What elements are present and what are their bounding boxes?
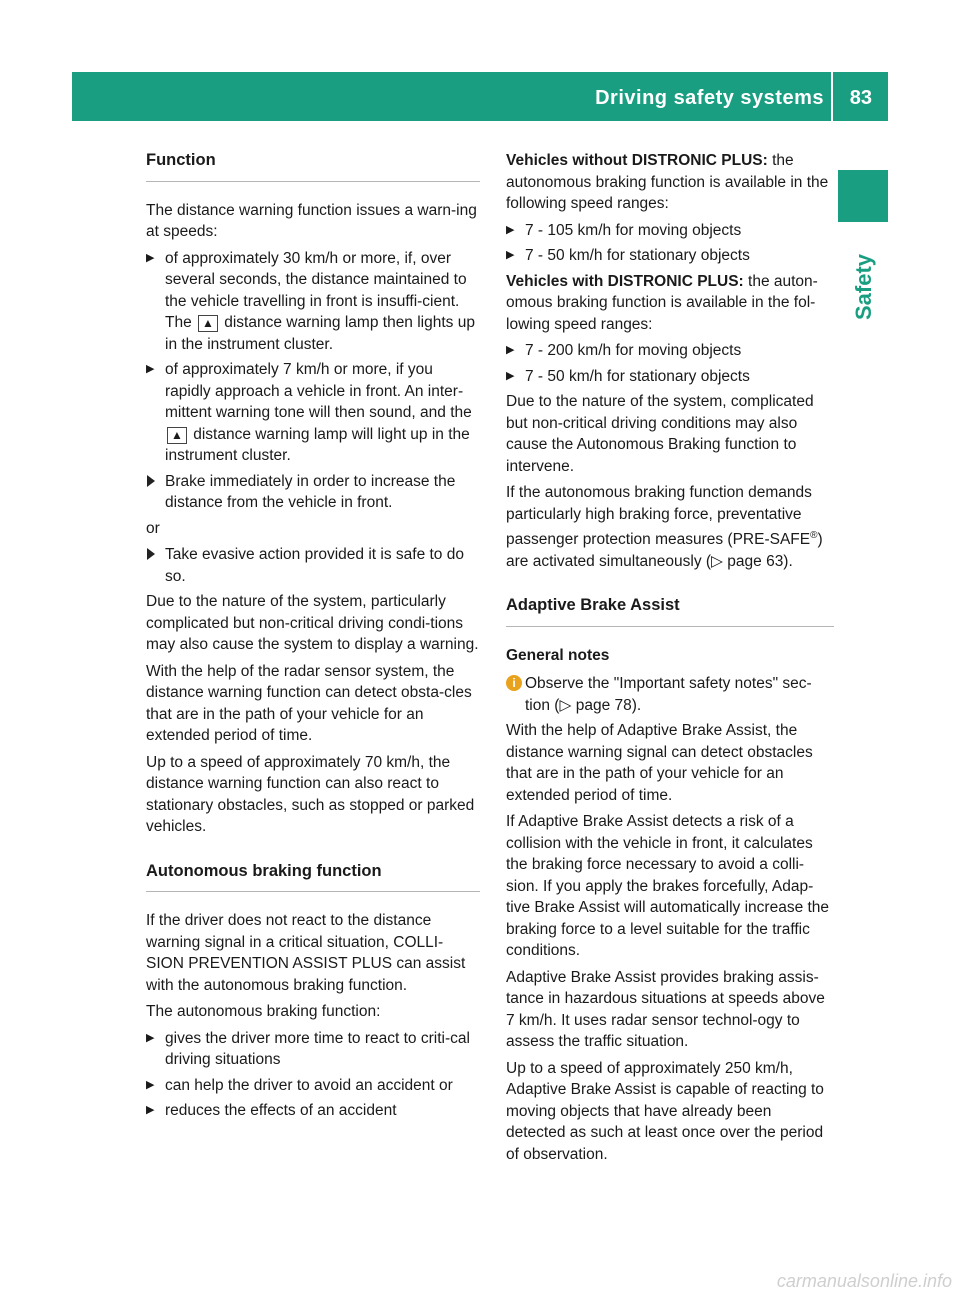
bullet-marker: ▶ — [506, 344, 515, 356]
page-number: 83 — [849, 87, 872, 109]
paragraph: If Adaptive Brake Assist detects a risk of a collision with the vehicle in front, it calculates the braking force necessary to avoid a colli-sion. If you apply the brakes forcefully, Adap-tive Brake Assist will automatically increase the braking force to a level suitable for the traffic conditions. — [506, 813, 830, 960]
header-bar — [72, 72, 888, 121]
list-item-text: of approximately 7 km/h or more, if you rapidly approach a vehicle in front. An inter-mittent warning tone will then sound, and the — [165, 361, 472, 421]
list-item — [506, 220, 834, 242]
bullet-marker: ▶ — [146, 251, 155, 264]
paragraph-text: the autonomous braking function is available in the following speed ranges: — [506, 152, 829, 212]
bullet-marker: ▶ — [506, 369, 515, 382]
bullet-marker: ▶ — [146, 1031, 155, 1044]
bullet-marker: ▶ — [146, 363, 155, 375]
watermark: carmanualsonline.info — [776, 1271, 952, 1291]
action-arrow-icon — [147, 548, 155, 560]
paragraph — [506, 482, 834, 572]
right-column — [506, 150, 834, 1170]
list-item-text: gives the driver more time to react to criti-cal driving situations — [165, 1029, 470, 1068]
list-item-text: can help the driver to avoid an accident or — [165, 1076, 453, 1094]
bullet-marker: ▶ — [146, 1078, 155, 1091]
list-item-text: distance warning lamp will light up in the instrument cluster. — [165, 425, 470, 464]
action-text: Brake immediately in order to increase the distance from the vehicle in front. — [165, 472, 456, 511]
list-item-text: reduces the effects of an accident — [165, 1102, 397, 1119]
list-item-text: 7 - 105 km/h for moving objects — [525, 221, 742, 239]
list-item-text: distance warning lamp then lights up in the instrument cluster. — [165, 314, 475, 353]
info-note — [506, 673, 834, 716]
paragraph: If the driver does not react to the distance warning signal in a critical situation, COLLI-SION PREVENTION ASSIST PLUS can assist with the autonomous braking function. — [146, 912, 466, 994]
chapter-tab — [838, 170, 888, 222]
page-ref-icon: ▷ — [711, 552, 723, 570]
list-item-text: 7 - 50 km/h for stationary objects — [525, 247, 750, 264]
distance-warning-lamp-icon: ▲ — [198, 315, 218, 332]
page-reference[interactable]: page 63). — [727, 552, 793, 570]
heading-general-notes: General notes — [506, 646, 610, 664]
paragraph: Up to a speed of approximately 70 km/h, the distance warning function can also react to stationary obstacles, such as stopped or parked vehicles. — [146, 753, 475, 835]
info-icon: i — [506, 675, 522, 691]
note-text: Observe the "Important safety notes" sec-tion ( — [525, 675, 812, 714]
paragraph-text: the auton-omous braking function is available in the fol-lowing speed ranges: — [506, 272, 818, 333]
section-title: Driving safety systems — [595, 87, 824, 109]
or-text: or — [146, 519, 160, 537]
label-with-distronic: Vehicles with DISTRONIC PLUS: — [506, 272, 744, 290]
bullet-marker: ▶ — [146, 1104, 155, 1116]
heading-function: Function — [146, 150, 480, 182]
list-item-text: 7 - 200 km/h for moving objects — [525, 342, 742, 359]
list-item — [146, 1075, 480, 1097]
action-step — [146, 471, 480, 514]
paragraph-text: If the autonomous braking function demands particularly high braking force, preventative passenger protection measures (PRE-SAFE — [506, 484, 812, 549]
chapter-label — [842, 232, 886, 342]
paragraph-text: ) are activated simultaneously ( — [506, 531, 823, 570]
paragraph — [506, 150, 834, 215]
list-item — [146, 248, 480, 356]
list-item — [146, 1100, 480, 1122]
paragraph: The autonomous braking function: — [146, 1003, 381, 1020]
action-arrow-icon — [147, 475, 155, 487]
list-item-text: 7 - 50 km/h for stationary objects — [525, 367, 750, 385]
paragraph — [506, 271, 834, 336]
left-column — [146, 150, 480, 1126]
paragraph: With the help of Adaptive Brake Assist, the distance warning signal can detect obstacles that are in the path of your vehicle for an extended period of time. — [506, 722, 813, 804]
registered-mark: ® — [810, 530, 818, 541]
page-ref-icon: ▷ — [559, 696, 572, 714]
distance-warning-lamp-icon: ▲ — [167, 427, 187, 444]
list-item-text: of approximately 30 km/h or more, if, over several seconds, the distance maintained to the vehicle travelling in front is insuffi-cient. The — [165, 249, 467, 331]
spacer — [506, 577, 834, 595]
list-item — [146, 1028, 480, 1071]
label-without-distronic: Vehicles without DISTRONIC PLUS: — [506, 152, 768, 169]
paragraph: Up to a speed of approximately 250 km/h, Adaptive Brake Assist is capable of reacting to moving objects that have already been detected as such at least once over the period of observation. — [506, 1059, 824, 1163]
bullet-marker: ▶ — [506, 223, 515, 236]
list-item — [506, 366, 834, 388]
header-divider — [831, 72, 833, 121]
list-item — [506, 245, 834, 267]
action-text: Take evasive action provided it is safe to do so. — [165, 546, 464, 585]
paragraph: Due to the nature of the system, complicated but non-critical driving conditions may also cause the Autonomous Braking function to intervene. — [506, 393, 814, 475]
spacer — [146, 843, 480, 861]
paragraph: With the help of the radar sensor system, the distance warning function can detect obsta-cles that are in the path of your vehicle for an extended period of time. — [146, 662, 472, 744]
action-step — [146, 544, 480, 587]
chapter-label-text: Safety — [851, 253, 876, 321]
paragraph: Adaptive Brake Assist provides braking assis-tance in hazardous situations at speeds above 7 km/h. It uses radar sensor technol-ogy to assess the traffic situation. — [506, 968, 825, 1051]
bullet-marker: ▶ — [506, 249, 515, 261]
paragraph: The distance warning function issues a warn-ing at speeds: — [146, 201, 477, 240]
list-item — [506, 340, 834, 362]
list-item — [146, 359, 480, 467]
heading-autonomous-braking: Autonomous braking function — [146, 861, 480, 893]
paragraph: Due to the nature of the system, particularly complicated but non-critical driving condi-tions may also cause the system to display a warning. — [146, 593, 479, 653]
heading-adaptive-brake-assist: Adaptive Brake Assist — [506, 595, 834, 627]
page-reference[interactable]: page 78). — [575, 696, 642, 714]
